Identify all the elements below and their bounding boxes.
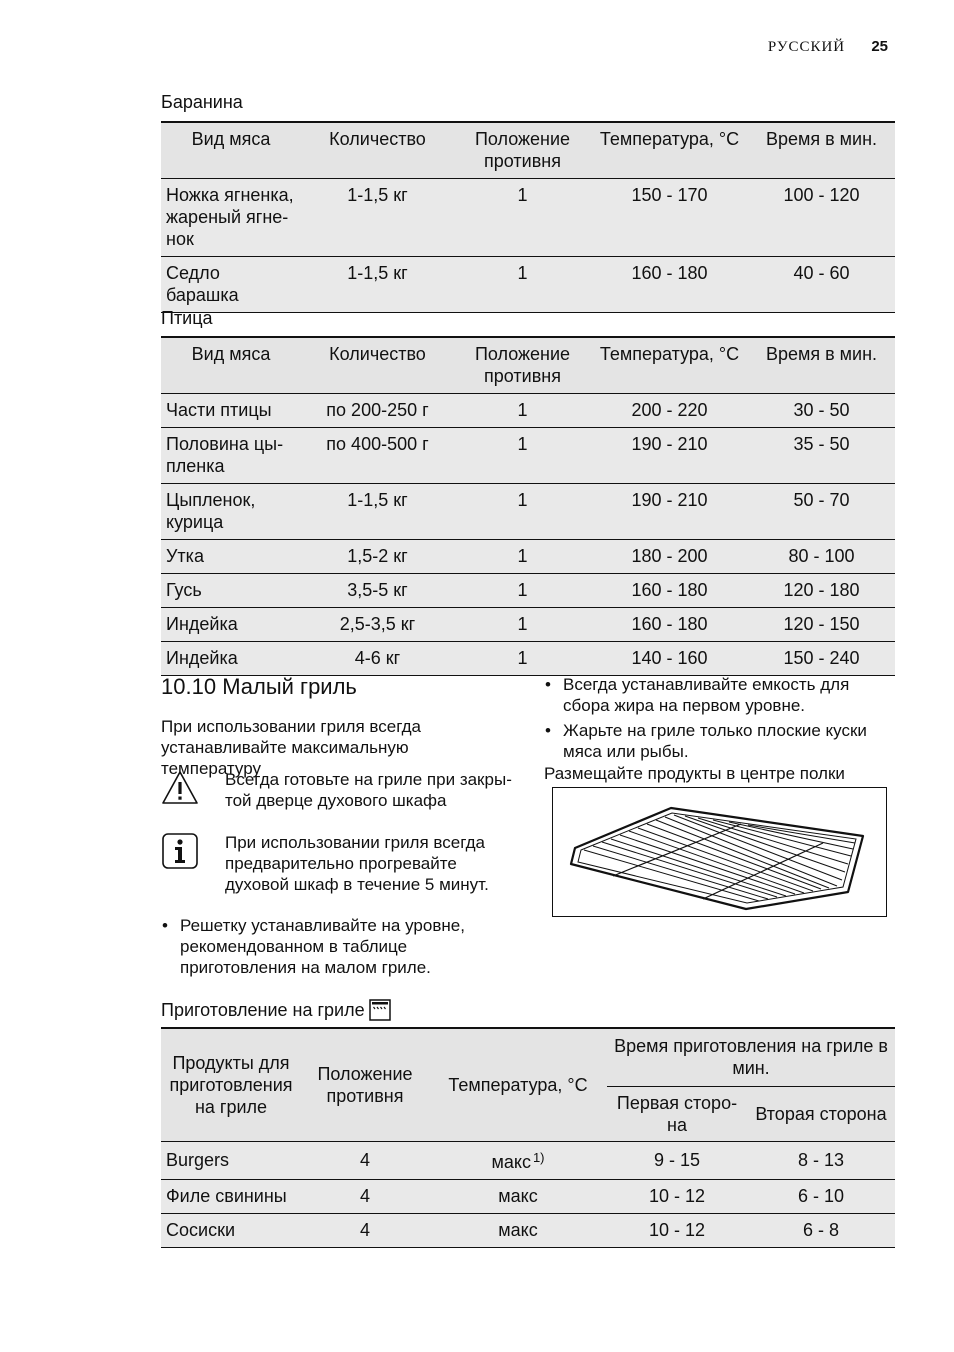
table-cell: 1 [454,608,591,642]
table-cell: 10 - 12 [607,1213,747,1247]
table-cell: Цыпленок, курица [161,484,301,540]
table-cell: 1 [454,179,591,257]
column-header: Время в мин. [748,122,895,179]
warning-icon [161,769,199,807]
table-cell: 35 - 50 [748,428,895,484]
section-heading [161,674,357,700]
table-cell: Burgers [161,1141,301,1179]
table-cell: 1 [454,574,591,608]
column-header: Количество [301,337,454,394]
table-cell: 100 - 120 [748,179,895,257]
table-cell: 150 - 240 [748,642,895,676]
column-header: Количество [301,122,454,179]
table-cell: 160 - 180 [591,257,748,313]
table-cell: Части птицы [161,394,301,428]
table-row [161,1213,895,1247]
table-cell: 2,5-3,5 кг [301,608,454,642]
table-row [161,608,895,642]
section-number: 10.10 [161,674,217,699]
table-cell: 190 - 210 [591,484,748,540]
section-title: Малый гриль [222,674,357,699]
table-cell: 120 - 150 [748,608,895,642]
table-cell: 1,5-2 кг [301,540,454,574]
table-row [161,642,895,676]
table-cell: 4 [301,1213,429,1247]
lamb-table-title: Баранина [161,92,243,112]
warning-note [161,769,521,811]
left-bullet-list [161,915,511,982]
bullet-marker: • [162,916,168,935]
table-cell: 1 [454,257,591,313]
info-text: При использовании гриля всегда предварительно прогревайте духовой шкаф в течение 5 минут. [225,833,489,894]
temperature-value: макс [491,1151,531,1172]
column-header: Температура, °C [591,337,748,394]
wire-rack-image [553,788,886,916]
column-header: Продукты для приготовления на гриле [161,1028,301,1141]
rack-illustration [552,787,887,917]
bullet-marker: • [545,721,551,740]
column-header: Время приготовления на гриле в мин. [607,1028,895,1086]
table-cell: 6 - 8 [747,1213,895,1247]
table-cell: 1 [454,394,591,428]
poultry-table-title: Птица [161,308,213,328]
column-header: Положение противня [454,122,591,179]
table-cell: по 200-250 г [301,394,454,428]
table-cell: Филе свинины [161,1179,301,1213]
table-cell: 140 - 160 [591,642,748,676]
table-row [161,257,895,313]
column-header: Температура, °C [591,122,748,179]
table-cell: 1 [454,428,591,484]
table-cell: Утка [161,540,301,574]
table-cell: 1 [454,642,591,676]
table-cell: Гусь [161,574,301,608]
table-cell: 6 - 10 [747,1179,895,1213]
table-row [161,428,895,484]
bold-instruction: При использовании гриля всегда устанавливайте максимальную температуру [161,717,422,778]
bullet-text: Решетку устанавливайте на уровне, рекомендованном в таблице приготовления на малом гриле. [180,916,465,977]
footnote-mark: 1) [532,1149,545,1165]
column-header: Первая сторона [607,1086,747,1141]
grill-table [161,1027,895,1248]
column-header: Температура, °C [429,1028,607,1141]
table-cell: 1-1,5 кг [301,484,454,540]
right-bullet-list [544,674,899,766]
table-cell: 160 - 180 [591,574,748,608]
info-icon [161,832,199,870]
grill-title-text: Приготовление на гриле [161,999,365,1020]
list-item [161,915,511,978]
table-row [161,574,895,608]
table-cell: 120 - 180 [748,574,895,608]
placement-text: Размещайте продукты в центре полки [544,764,845,783]
table-cell: Сосиски [161,1213,301,1247]
table-cell: по 400-500 г [301,428,454,484]
table-cell [429,1141,607,1179]
table-cell: 180 - 200 [591,540,748,574]
bullet-text: Жарьте на гриле только плоские куски мяса или рыбы. [563,721,867,761]
poultry-table [161,336,895,676]
table-cell: 1 [454,484,591,540]
table-row [161,394,895,428]
warning-text: Всегда готовьте на гриле при закрытой дверце духового шкафа [225,770,512,810]
table-row [161,540,895,574]
table-cell: макс [429,1179,607,1213]
table-cell: 150 - 170 [591,179,748,257]
table-cell: 190 - 210 [591,428,748,484]
table-cell: Половина цыпленка [161,428,301,484]
column-header: Время в мин. [748,337,895,394]
column-header: Вид мяса [161,122,301,179]
grill-table-title [161,999,391,1021]
lamb-table [161,121,895,313]
table-row [161,1179,895,1213]
table-cell: 4-6 кг [301,642,454,676]
table-cell: Седло барашка [161,257,301,313]
bullet-text: Всегда устанавливайте емкость для сбора жира на первом уровне. [563,675,850,715]
grill-function-icon [369,999,391,1021]
table-cell: 1 [454,540,591,574]
table-cell: 9 - 15 [607,1141,747,1179]
table-cell: Индейка [161,642,301,676]
table-cell: 1-1,5 кг [301,179,454,257]
table-cell: 30 - 50 [748,394,895,428]
table-cell: Ножка ягненка, жареный ягненок [161,179,301,257]
column-header: Вторая сторона [747,1086,895,1141]
language-label: РУССКИЙ [767,39,846,55]
table-cell: 160 - 180 [591,608,748,642]
table-cell: Индейка [161,608,301,642]
table-cell: 50 - 70 [748,484,895,540]
table-cell: 10 - 12 [607,1179,747,1213]
page-number: 25 [871,38,888,55]
table-row [161,179,895,257]
info-note [161,832,521,896]
table-cell: 4 [301,1179,429,1213]
table-cell: 80 - 100 [748,540,895,574]
bullet-marker: • [545,675,551,694]
column-header: Положение противня [301,1028,429,1141]
table-cell: 3,5-5 кг [301,574,454,608]
page-header [768,38,888,56]
table-cell: 4 [301,1141,429,1179]
column-header: Положение противня [454,337,591,394]
list-item [544,720,899,762]
column-header: Вид мяса [161,337,301,394]
list-item [544,674,899,716]
table-row [161,484,895,540]
table-row [161,1141,895,1179]
table-cell: 8 - 13 [747,1141,895,1179]
table-cell: 40 - 60 [748,257,895,313]
table-cell: макс [429,1213,607,1247]
table-cell: 1-1,5 кг [301,257,454,313]
table-cell: 200 - 220 [591,394,748,428]
